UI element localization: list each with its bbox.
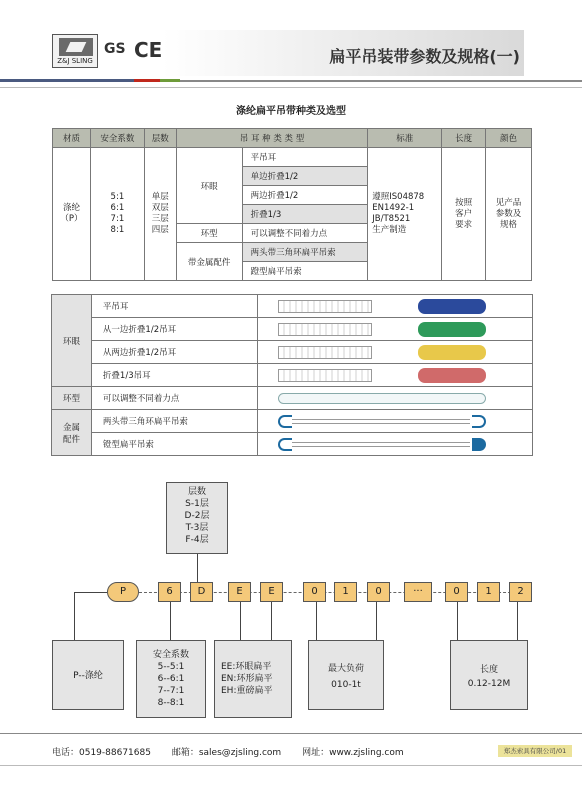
group-eye: 环眼 xyxy=(176,148,242,224)
layers-item: F-4层 xyxy=(185,535,209,545)
group-fitting-line: 配件 xyxy=(62,434,80,445)
group-fitting xyxy=(52,410,92,456)
sling-illustration xyxy=(257,364,532,387)
header-safety-factor: 安全系数 xyxy=(90,129,144,148)
header-divider xyxy=(0,79,134,82)
connector-line xyxy=(271,602,272,640)
header-material: 材质 xyxy=(53,129,91,148)
material-line: 涤纶 xyxy=(62,203,80,213)
layers-legend-box xyxy=(166,482,228,554)
sling-name: 镫型扁平吊索 xyxy=(91,433,257,456)
table-row xyxy=(52,410,533,433)
layers-item: D-2层 xyxy=(184,511,210,521)
material-line: （P） xyxy=(60,214,83,224)
standard-cell xyxy=(368,148,442,281)
layer-value: 单层 xyxy=(151,192,169,202)
group-ring: 环型 xyxy=(176,224,242,243)
footer-website: 网址：www.zjsling.com xyxy=(302,748,404,758)
code-length: 1 xyxy=(477,582,500,602)
code-eye: E xyxy=(228,582,251,602)
sling-photo xyxy=(418,299,486,314)
group-eye: 环眼 xyxy=(52,295,92,387)
load-title: 最大负荷 xyxy=(327,664,364,674)
layers-item: S-1层 xyxy=(185,499,209,509)
color-line: 规格 xyxy=(500,219,518,230)
table-header-row xyxy=(53,129,532,148)
footer-divider xyxy=(0,733,582,734)
table-row xyxy=(52,387,533,410)
footer-phone: 电话：0519-88671685 xyxy=(52,748,151,758)
sling-illustration xyxy=(257,341,532,364)
group-fitting-line: 金属 xyxy=(62,422,80,433)
color-line: 见产品 xyxy=(495,197,522,208)
sling-name: 从两边折叠1/2吊耳 xyxy=(91,341,257,364)
table-row xyxy=(53,148,532,167)
standard-line: 生产制造 xyxy=(372,225,407,235)
length-cell xyxy=(442,148,486,281)
header-eye-type: 吊 耳 种 类 类 型 xyxy=(176,129,368,148)
type-cell: 两头带三角环扁平吊索 xyxy=(242,243,368,262)
code-load: 1 xyxy=(334,582,357,602)
length-line: 按照 xyxy=(455,197,473,208)
flat-eye-sling-drawing xyxy=(278,300,372,313)
code-length: 0 xyxy=(445,582,468,602)
connector-line xyxy=(197,554,198,582)
triangle-ring-icon xyxy=(278,438,292,451)
sling-name: 两头带三角环扁平吊索 xyxy=(91,410,257,433)
table-row xyxy=(52,341,533,364)
layers-cell xyxy=(144,148,176,281)
connector-line xyxy=(376,602,377,640)
length-value: 0.12-12M xyxy=(467,679,511,689)
length-legend-box xyxy=(450,640,528,710)
type-cell: 两边折叠1/2 xyxy=(242,186,368,205)
table-row xyxy=(52,295,533,318)
safety-factor-value: 5:1 xyxy=(110,192,125,202)
standard-line: 遵照IS04878 xyxy=(372,192,425,202)
standard-line: EN1492-1 xyxy=(372,203,415,213)
standard-line: JB/T8521 xyxy=(372,214,411,224)
code-length: 2 xyxy=(509,582,532,602)
double-fold-sling-drawing xyxy=(278,346,372,359)
sling-name: 可以调整不同着力点 xyxy=(91,387,257,410)
color-cell xyxy=(486,148,532,281)
code-ellipsis: ··· xyxy=(404,582,432,602)
connector-line xyxy=(74,592,75,640)
triangle-ring-icon xyxy=(278,415,292,428)
table-row xyxy=(52,318,533,341)
type-selection-table xyxy=(52,128,532,281)
load-legend-box xyxy=(308,640,384,710)
ce-certification-icon: CE xyxy=(134,38,163,62)
third-fold-sling-drawing xyxy=(278,369,372,382)
safety-item: 6--6:1 xyxy=(157,674,185,684)
color-line: 参数及 xyxy=(495,208,522,219)
code-load: 0 xyxy=(303,582,326,602)
stirrup-fitting-icon xyxy=(472,438,486,451)
layer-value: 四层 xyxy=(151,225,169,235)
type-cell: 蹬型扁平吊索 xyxy=(242,262,368,281)
connector-line xyxy=(316,602,317,640)
layer-value: 双层 xyxy=(151,203,169,213)
safety-factor-cell xyxy=(90,148,144,281)
eye-type-legend-box xyxy=(214,640,292,718)
sling-photo xyxy=(418,368,486,383)
header-layers: 层数 xyxy=(144,129,176,148)
connector-line xyxy=(170,602,171,640)
table-row xyxy=(52,364,533,387)
triangle-fitting-sling-drawing xyxy=(278,415,486,428)
stirrup-sling-drawing xyxy=(278,438,486,451)
logo-mark-icon xyxy=(59,38,93,56)
eye-type-item: EE:环眼扁平 xyxy=(221,662,272,672)
layers-item: T-3层 xyxy=(185,523,209,533)
strap-body xyxy=(292,442,470,447)
page-header xyxy=(0,0,582,92)
header-length: 长度 xyxy=(442,129,486,148)
safety-item: 8--8:1 xyxy=(157,698,185,708)
header-color: 颜色 xyxy=(486,129,532,148)
safety-factor-value: 7:1 xyxy=(110,214,125,224)
safety-factor-value: 6:1 xyxy=(110,203,125,213)
code-material: P xyxy=(107,582,139,602)
strap-body xyxy=(292,419,470,424)
sling-illustration-table xyxy=(51,294,533,456)
page-title: 扁平吊装带参数及规格(一) xyxy=(329,47,520,66)
code-eye: E xyxy=(260,582,283,602)
sling-illustration xyxy=(257,295,532,318)
sling-illustration xyxy=(257,387,532,410)
code-load: 0 xyxy=(367,582,390,602)
sling-illustration xyxy=(257,410,532,433)
sling-name: 从一边折叠1/2吊耳 xyxy=(91,318,257,341)
layer-value: 三层 xyxy=(151,214,169,224)
safety-title: 安全系数 xyxy=(152,650,189,660)
connector-line xyxy=(240,602,241,640)
section-title: 涤纶扁平吊带种类及选型 xyxy=(236,106,346,117)
length-title: 长度 xyxy=(479,665,498,675)
group-fitting: 带金属配件 xyxy=(176,243,242,281)
code-safety: 6 xyxy=(158,582,181,602)
footer-divider xyxy=(0,765,582,766)
header-divider-accent xyxy=(134,79,160,82)
type-cell: 平吊耳 xyxy=(242,148,368,167)
eye-type-item: EH:重磅扁平 xyxy=(221,686,273,696)
type-cell: 单边折叠1/2 xyxy=(242,167,368,186)
footer-email: 邮箱：sales@zjsling.com xyxy=(171,748,282,758)
gs-certification-icon: GS xyxy=(104,41,126,57)
length-line: 客户 xyxy=(455,208,473,219)
safety-legend-box xyxy=(136,640,206,718)
half-fold-sling-drawing xyxy=(278,323,372,336)
sling-photo xyxy=(418,345,486,360)
company-logo xyxy=(52,34,98,68)
layers-title: 层数 xyxy=(187,487,206,497)
sling-name: 折叠1/3吊耳 xyxy=(91,364,257,387)
footer-badge: 郑杰索具有限公司/01 xyxy=(498,745,572,757)
header-divider xyxy=(180,80,582,82)
logo-text: Z&J SLING xyxy=(57,57,93,65)
material-legend-box: P--涤纶 xyxy=(52,640,124,710)
eye-type-item: EN:环形扁平 xyxy=(221,674,273,684)
header-divider-accent xyxy=(160,79,180,82)
sling-illustration xyxy=(257,318,532,341)
endless-sling-drawing xyxy=(278,393,486,404)
sling-name: 平吊耳 xyxy=(91,295,257,318)
connector-line xyxy=(457,602,458,640)
sling-photo xyxy=(418,322,486,337)
length-line: 要求 xyxy=(455,219,473,230)
safety-factor-value: 8:1 xyxy=(110,225,125,235)
safety-item: 7--7:1 xyxy=(157,686,185,696)
connector-line xyxy=(74,592,107,593)
load-value: 010-1t xyxy=(331,680,361,690)
connector-line xyxy=(517,602,518,640)
type-cell: 可以调整不同着力点 xyxy=(242,224,368,243)
triangle-ring-icon xyxy=(472,415,486,428)
header-divider xyxy=(0,87,582,88)
material-cell xyxy=(53,148,91,281)
type-cell: 折叠1/3 xyxy=(242,205,368,224)
sling-illustration xyxy=(257,433,532,456)
safety-item: 5--5:1 xyxy=(157,662,185,672)
page-footer xyxy=(52,745,422,758)
table-row xyxy=(52,433,533,456)
code-layers: D xyxy=(190,582,213,602)
group-ring: 环型 xyxy=(52,387,92,410)
header-standard: 标准 xyxy=(368,129,442,148)
